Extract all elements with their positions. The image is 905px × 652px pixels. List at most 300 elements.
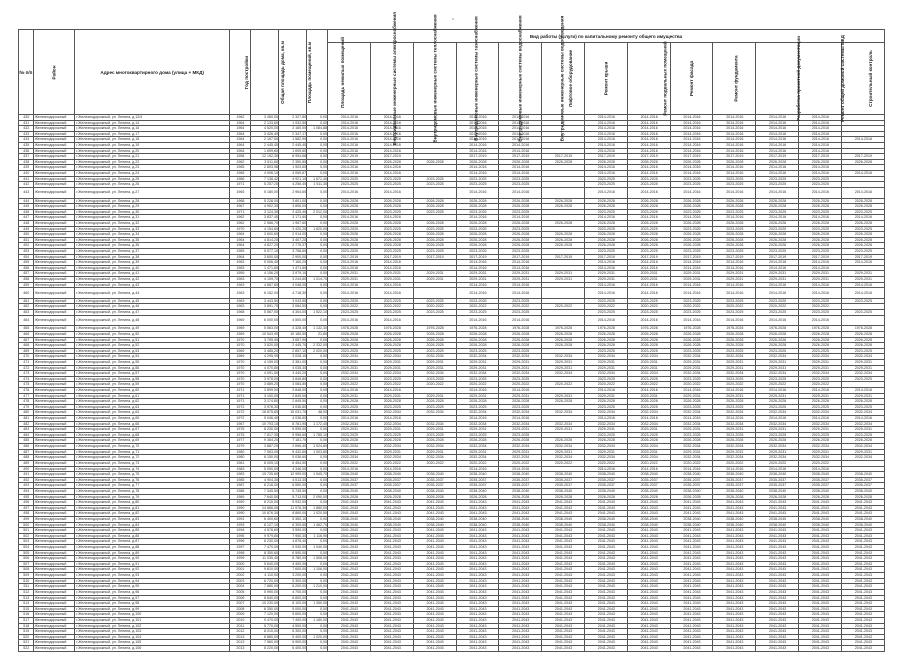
cell-work-3: 2023-2025 xyxy=(456,226,499,232)
cell-b: 2 445,40 xyxy=(279,143,307,149)
cell-work-10: 2023-2025 xyxy=(756,432,799,438)
cell-work-9: 2026-2028 xyxy=(713,204,756,210)
cell-a: 3 426,40 xyxy=(250,131,278,137)
cell-work-0: 2029-2031 xyxy=(328,427,371,433)
cell-district: Железнодорожный xyxy=(33,277,75,283)
cell-work-10: 2014-2016 xyxy=(756,131,799,137)
cell-district: Железнодорожный xyxy=(33,348,75,354)
cell-work-12: 2041-2043 xyxy=(841,646,884,652)
cell-work-3: 2041-2043 xyxy=(456,561,499,567)
cell-address: г.Железнодорожный, ул. Ленина, д.84 xyxy=(75,522,230,528)
cell-work-10: 2032-2034 xyxy=(756,354,799,360)
cell-work-5: 2035-2037 xyxy=(542,483,585,489)
cell-work-6: 2041-2043 xyxy=(584,634,627,640)
cell-work-7: 2041-2043 xyxy=(627,533,670,539)
cell-work-9: 2014-2016 xyxy=(713,120,756,126)
cell-work-9: 2023-2025 xyxy=(713,226,756,232)
cell-work-2: 2038-2040 xyxy=(413,472,456,478)
cell-a: 4 159,00 xyxy=(250,359,278,365)
cell-no: 473 xyxy=(19,371,34,377)
cell-work-8: 2026-2028 xyxy=(670,331,713,337)
cell-b: 6 200,00 xyxy=(279,584,307,590)
cell-address: г.Железнодорожный, ул. Ленина, д.14 xyxy=(75,120,230,126)
cell-c: 0,00 xyxy=(307,143,328,149)
cell-work-3: 2014-2016 xyxy=(456,120,499,126)
cell-year: 2001 xyxy=(229,567,250,573)
cell-work-0: 2014-2016 xyxy=(328,126,371,132)
cell-work-7: 2041-2043 xyxy=(627,556,670,562)
cell-work-8: 2023-2025 xyxy=(670,404,713,410)
cell-work-0: 2038-2040 xyxy=(328,517,371,523)
cell-work-9: 2032-2034 xyxy=(713,444,756,450)
cell-work-10: 2026-2028 xyxy=(756,438,799,444)
cell-work-11: 2014-2016 xyxy=(799,148,842,154)
cell-work-11: 2014-2016 xyxy=(799,143,842,149)
cell-district: Железнодорожный xyxy=(33,337,75,343)
cell-work-0: 2026-2028 xyxy=(328,337,371,343)
cell-work-9: 2017-2019 xyxy=(713,254,756,260)
cell-year: 1968 xyxy=(229,198,250,204)
cell-address: г.Железнодорожный, ул. Ленина, д.105 xyxy=(75,640,230,646)
cell-work-4: 2041-2043 xyxy=(499,601,542,607)
cell-work-5: 2026-2028 xyxy=(542,243,585,249)
header-work-8: Ремонт фасада xyxy=(670,43,713,115)
cell-year: 1981 xyxy=(229,460,250,466)
cell-work-5: 2026-2028 xyxy=(542,159,585,165)
cell-a: 14 666,00 xyxy=(250,505,278,511)
cell-district: Железнодорожный xyxy=(33,115,75,121)
cell-district: Железнодорожный xyxy=(33,460,75,466)
cell-work-0: 2023-2025 xyxy=(328,249,371,255)
cell-address: г.Железнодорожный, ул. Ленина, д.18 xyxy=(75,137,230,143)
cell-a: 3 443,50 xyxy=(250,298,278,304)
cell-no: 482 xyxy=(19,421,34,427)
cell-work-1: 2014-2016 xyxy=(370,120,413,126)
cell-work-5: 2041-2043 xyxy=(542,505,585,511)
cell-work-12: 2038-2040 xyxy=(841,472,884,478)
cell-work-1: 2041-2043 xyxy=(370,595,413,601)
cell-address: г.Железнодорожный, ул. Ленина, д.87 xyxy=(75,539,230,545)
cell-work-3: 2029-2031 xyxy=(456,271,499,277)
cell-c: 0,00 xyxy=(307,466,328,472)
cell-work-1: 2041-2043 xyxy=(370,528,413,534)
cell-work-12: 2041-2043 xyxy=(841,567,884,573)
cell-work-4: 2041-2043 xyxy=(499,545,542,551)
cell-work-11: 2023-2025 xyxy=(799,404,842,410)
cell-c: 0,00 xyxy=(307,561,328,567)
cell-work-0: 2026-2028 xyxy=(328,237,371,243)
cell-b: 2 900,00 xyxy=(279,254,307,260)
cell-work-7: 2014-2016 xyxy=(627,215,670,221)
cell-address: г.Железнодорожный, ул. Ленина, д.92 xyxy=(75,567,230,573)
cell-work-5: 2041-2043 xyxy=(542,561,585,567)
cell-work-3: 2017-2019 xyxy=(456,154,499,160)
cell-work-0: 2023-2025 xyxy=(328,310,371,316)
cell-work-4: 2014-2016 xyxy=(499,143,542,149)
cell-work-5: 2032-2034 xyxy=(542,444,585,450)
cell-work-10: 2038-2040 xyxy=(756,522,799,528)
cell-district: Железнодорожный xyxy=(33,226,75,232)
cell-work-11: 2041-2043 xyxy=(799,550,842,556)
cell-work-8: 2023-2025 xyxy=(670,209,713,215)
cell-work-0: 2029-2031 xyxy=(328,365,371,371)
cell-year: 1970 xyxy=(229,376,250,382)
cell-work-11: 2038-2040 xyxy=(799,517,842,523)
cell-a: 3 600,60 xyxy=(250,232,278,238)
cell-work-10: 2041-2043 xyxy=(756,617,799,623)
cell-work-6: 2026-2028 xyxy=(584,220,627,226)
cell-a: 3 511,60 xyxy=(250,159,278,165)
cell-work-9: 2041-2043 xyxy=(713,589,756,595)
cell-c: 1 040,00 xyxy=(307,545,328,551)
cell-no: 499 xyxy=(19,517,34,523)
cell-work-12: 2026-2028 xyxy=(841,220,884,226)
cell-work-0: 2014-2016 xyxy=(328,282,371,288)
cell-work-5: 2041-2043 xyxy=(542,567,585,573)
cell-work-11: 2014-2016 xyxy=(799,120,842,126)
cell-year: 2000 xyxy=(229,561,250,567)
cell-no: 450 xyxy=(19,232,34,238)
cell-c: 0,00 xyxy=(307,376,328,382)
cell-work-4: 2026-2028 xyxy=(499,237,542,243)
cell-work-3: 2014-2016 xyxy=(456,148,499,154)
cell-no: 448 xyxy=(19,220,34,226)
cell-b: 2 696,40 xyxy=(279,444,307,450)
cell-work-12: 2023-2025 xyxy=(841,209,884,215)
cell-c: 0,00 xyxy=(307,382,328,388)
cell-district: Железнодорожный xyxy=(33,550,75,556)
cell-year: 1971 xyxy=(229,393,250,399)
cell-work-7: 2026-2028 xyxy=(627,198,670,204)
cell-work-10: 2029-2031 xyxy=(756,277,799,283)
cell-work-7: 2032-2034 xyxy=(627,354,670,360)
cell-work-6: 2041-2043 xyxy=(584,617,627,623)
cell-work-4: 2023-2025 xyxy=(499,176,542,182)
cell-work-9: 2014-2016 xyxy=(713,165,756,171)
cell-a: 6 720,00 xyxy=(250,578,278,584)
cell-address: г.Железнодорожный, ул. Ленина, д.28 xyxy=(75,198,230,204)
cell-work-0: 2026-2028 xyxy=(328,331,371,337)
cell-b: 2 770,37 xyxy=(279,243,307,249)
cell-year: 1964 xyxy=(229,243,250,249)
cell-work-8: 2041-2043 xyxy=(670,505,713,511)
cell-work-0: 2026-2028 xyxy=(328,198,371,204)
cell-work-4: 2038-2040 xyxy=(499,472,542,478)
cell-work-8: 2023-2025 xyxy=(670,376,713,382)
cell-work-1: 2041-2043 xyxy=(370,606,413,612)
cell-c: 1 785,10 xyxy=(307,432,328,438)
cell-b: 3 381,00 xyxy=(279,359,307,365)
cell-work-2: 2035-2037 xyxy=(413,477,456,483)
cell-work-4: 2023-2025 xyxy=(499,310,542,316)
cell-district: Железнодорожный xyxy=(33,243,75,249)
cell-work-11: 2041-2043 xyxy=(799,634,842,640)
cell-work-4: 2032-2034 xyxy=(499,444,542,450)
cell-b: 3 846,80 xyxy=(279,376,307,382)
cell-work-2: 2041-2043 xyxy=(413,511,456,517)
cell-a: 5 228,00 xyxy=(250,198,278,204)
cell-district: Железнодорожный xyxy=(33,561,75,567)
cell-work-4: 2041-2043 xyxy=(499,578,542,584)
cell-work-7: 2014-2016 xyxy=(627,282,670,288)
cell-work-7: 2041-2043 xyxy=(627,578,670,584)
cell-c: 1 671,40 xyxy=(307,176,328,182)
cell-work-9: 2041-2043 xyxy=(713,533,756,539)
cell-a: 3 889,20 xyxy=(250,382,278,388)
cell-work-1: 2023-2025 xyxy=(370,432,413,438)
cell-address: г.Железнодорожный, ул. Ленина, д.54 xyxy=(75,354,230,360)
cell-work-6: 2020-2022 xyxy=(584,304,627,310)
cell-work-8: 2023-2025 xyxy=(670,176,713,182)
cell-a: 7 817,30 xyxy=(250,432,278,438)
cell-address: г.Железнодорожный, ул. Ленина, д.44 xyxy=(75,288,230,299)
cell-work-10: 2032-2034 xyxy=(756,410,799,416)
cell-c: 0,00 xyxy=(307,477,328,483)
cell-work-3: 2041-2043 xyxy=(456,573,499,579)
cell-district: Железнодорожный xyxy=(33,260,75,266)
cell-work-2: 2023-2025 xyxy=(413,432,456,438)
cell-work-9: 2041-2043 xyxy=(713,545,756,551)
cell-b: 6 400,00 xyxy=(279,646,307,652)
cell-district: Железнодорожный xyxy=(33,617,75,623)
cell-work-6: 2041-2043 xyxy=(584,629,627,635)
cell-work-3: 2041-2043 xyxy=(456,601,499,607)
cell-work-0: 2014-2016 xyxy=(328,315,371,326)
cell-work-1: 2023-2025 xyxy=(370,298,413,304)
cell-district: Железнодорожный xyxy=(33,483,75,489)
cell-work-7: 2020-2022 xyxy=(627,460,670,466)
cell-work-4: 2014-2016 xyxy=(499,148,542,154)
cell-year: 1965 xyxy=(229,171,250,177)
cell-work-4: 2026-2028 xyxy=(499,159,542,165)
cell-work-9: 2041-2043 xyxy=(713,617,756,623)
cell-b: 2 849,00 xyxy=(279,393,307,399)
cell-c: 0,00 xyxy=(307,265,328,271)
cell-work-12: 2041-2043 xyxy=(841,634,884,640)
cell-work-8: 2041-2043 xyxy=(670,567,713,573)
cell-a: 11 030,40 xyxy=(250,556,278,562)
cell-work-1: 1976-2028 xyxy=(370,326,413,332)
cell-work-3: 2014-2016 xyxy=(456,288,499,299)
cell-district: Железнодорожный xyxy=(33,466,75,472)
cell-b: 2 327,80 xyxy=(279,115,307,121)
cell-c: 0,00 xyxy=(307,606,328,612)
cell-work-3: 2035-2037 xyxy=(456,477,499,483)
cell-work-6: 2023-2025 xyxy=(584,376,627,382)
cell-a: 8 220,00 xyxy=(250,646,278,652)
cell-work-2: 2041-2043 xyxy=(413,646,456,652)
cell-work-9: 2038-2040 xyxy=(713,488,756,494)
cell-work-2: 2041-2043 xyxy=(413,561,456,567)
cell-work-11: 2041-2043 xyxy=(799,601,842,607)
cell-no: 501 xyxy=(19,528,34,534)
cell-work-12: 2035-2037 xyxy=(841,477,884,483)
cell-work-3: 2026-2028 xyxy=(456,220,499,226)
cell-work-10: 2023-2025 xyxy=(756,298,799,304)
cell-work-4: 2026-2028 xyxy=(499,494,542,500)
cell-work-6: 2029-2031 xyxy=(584,277,627,283)
cell-work-2: 2032-2034 xyxy=(413,455,456,461)
cell-c: 0,00 xyxy=(307,371,328,377)
cell-no: 480 xyxy=(19,410,34,416)
cell-work-12: 2014-2016 xyxy=(841,260,884,266)
cell-a: 6 152,00 xyxy=(250,288,278,299)
cell-year: 2006 xyxy=(229,595,250,601)
cell-work-1: 2014-2016 xyxy=(370,215,413,221)
cell-work-4: 2026-2028 xyxy=(499,243,542,249)
cell-c: 2 332,00 xyxy=(307,343,328,349)
cell-district: Железнодорожный xyxy=(33,120,75,126)
cell-district: Железнодорожный xyxy=(33,265,75,271)
cell-work-10: 2035-2037 xyxy=(756,483,799,489)
cell-a: 12 152,30 xyxy=(250,154,278,160)
cell-a: 3 100,00 xyxy=(250,393,278,399)
cell-work-9: 2023-2025 xyxy=(713,176,756,182)
cell-work-5: 1976-2028 xyxy=(542,326,585,332)
cell-b: 8 100,00 xyxy=(279,601,307,607)
cell-no: 451 xyxy=(19,237,34,243)
cell-address: г.Железнодорожный, ул. Ленина, д.72 xyxy=(75,455,230,461)
cell-work-6: 2014-2016 xyxy=(584,416,627,422)
cell-work-4: 2041-2043 xyxy=(499,634,542,640)
cell-no: 435 xyxy=(19,143,34,149)
cell-work-7: 2026-2028 xyxy=(627,337,670,343)
cell-work-11: 2026-2028 xyxy=(799,204,842,210)
cell-work-2: 2032-2034 xyxy=(413,444,456,450)
cell-work-11: 2029-2031 xyxy=(799,427,842,433)
cell-b: 2 350,80 xyxy=(279,159,307,165)
cell-work-2: 2026-2028 xyxy=(413,337,456,343)
cell-work-10: 2026-2028 xyxy=(756,204,799,210)
cell-a: 9 470,00 xyxy=(250,617,278,623)
cell-work-5: 2026-2028 xyxy=(542,220,585,226)
cell-work-3: 2041-2043 xyxy=(456,539,499,545)
cell-work-4: 2014-2016 xyxy=(499,171,542,177)
cell-year: 1985 xyxy=(229,477,250,483)
cell-work-8: 2020-2022 xyxy=(670,460,713,466)
cell-work-7: 2032-2034 xyxy=(627,455,670,461)
cell-work-5: 2026-2028 xyxy=(542,331,585,337)
cell-a: 3 887,20 xyxy=(250,444,278,450)
cell-c: 1 462,70 xyxy=(307,522,328,528)
cell-work-12: 2017-2019 xyxy=(841,154,884,160)
cell-year: 1977 xyxy=(229,438,250,444)
cell-work-1: 2014-2016 xyxy=(370,466,413,472)
cell-work-9: 2026-2028 xyxy=(713,232,756,238)
cell-c: 0,00 xyxy=(307,517,328,523)
cell-c: 0,00 xyxy=(307,393,328,399)
cell-work-7: 2041-2043 xyxy=(627,545,670,551)
cell-work-1: 2026-2028 xyxy=(370,337,413,343)
cell-work-4: 2029-2031 xyxy=(499,359,542,365)
cell-work-10: 2032-2034 xyxy=(756,421,799,427)
cell-no: 493 xyxy=(19,483,34,489)
cell-work-12: 2041-2043 xyxy=(841,533,884,539)
cell-work-5: 2041-2043 xyxy=(542,511,585,517)
cell-year: 1964 xyxy=(229,131,250,137)
cell-work-8: 2014-2016 xyxy=(670,143,713,149)
cell-work-8: 2035-2037 xyxy=(670,483,713,489)
cell-b: 7 160,20 xyxy=(279,260,307,266)
cell-work-5: 2029-2031 xyxy=(542,277,585,283)
cell-work-4: 2026-2028 xyxy=(499,232,542,238)
cell-address: г.Железнодорожный, ул. Ленина, д.24 xyxy=(75,171,230,177)
cell-work-1: 2041-2043 xyxy=(370,500,413,506)
cell-address: г.Железнодорожный, ул. Ленина, д.78 xyxy=(75,488,230,494)
cell-work-0: 2026-2028 xyxy=(328,343,371,349)
cell-b: 5 000,00 xyxy=(279,606,307,612)
cell-no: 498 xyxy=(19,511,34,517)
cell-work-11: 2026-2028 xyxy=(799,337,842,343)
cell-work-3: 2041-2043 xyxy=(456,578,499,584)
cell-work-4: 2023-2025 xyxy=(499,226,542,232)
cell-work-8: 2041-2043 xyxy=(670,573,713,579)
cell-work-10: 2032-2034 xyxy=(756,371,799,377)
cell-work-6: 2023-2025 xyxy=(584,298,627,304)
cell-work-10: 2023-2025 xyxy=(756,176,799,182)
cell-work-2: 2026-2028 xyxy=(413,220,456,226)
cell-work-4: 2029-2031 xyxy=(499,427,542,433)
cell-work-10: 2026-2028 xyxy=(756,232,799,238)
cell-c: 0,00 xyxy=(307,623,328,629)
cell-work-8: 2041-2043 xyxy=(670,545,713,551)
cell-no: 461 xyxy=(19,298,34,304)
cell-work-9: 2038-2040 xyxy=(713,472,756,478)
cell-work-6: 2041-2043 xyxy=(584,500,627,506)
cell-work-11: 2029-2031 xyxy=(799,365,842,371)
cell-work-1: 2014-2016 xyxy=(370,171,413,177)
cell-district: Железнодорожный xyxy=(33,165,75,171)
cell-work-2: 2023-2025 xyxy=(413,376,456,382)
cell-work-12: 2041-2043 xyxy=(841,561,884,567)
cell-b: 3 084,80 xyxy=(279,382,307,388)
cell-year: 1987 xyxy=(229,483,250,489)
cell-work-7: 2041-2043 xyxy=(627,500,670,506)
cell-work-6: 2041-2043 xyxy=(584,561,627,567)
cell-year: 1963 xyxy=(229,277,250,283)
cell-work-11: 2038-2040 xyxy=(799,488,842,494)
cell-address: г.Железнодорожный, ул. Ленина, д.29 xyxy=(75,204,230,210)
cell-a: 5 640,00 xyxy=(250,561,278,567)
cell-year: 1964 xyxy=(229,254,250,260)
cell-work-5: 2032-2034 xyxy=(542,455,585,461)
cell-a: 4 110,00 xyxy=(250,573,278,579)
cell-work-6: 2023-2025 xyxy=(584,209,627,215)
cell-work-8: 2014-2016 xyxy=(670,315,713,326)
cell-work-6: 2014-2016 xyxy=(584,387,627,393)
header-no: № п/п xyxy=(19,30,34,115)
cell-work-0: 2041-2043 xyxy=(328,623,371,629)
cell-work-6: 2041-2043 xyxy=(584,528,627,534)
cell-work-3: 1976-2028 xyxy=(456,326,499,332)
cell-work-3: 2041-2043 xyxy=(456,617,499,623)
cell-a: 10 543,90 xyxy=(250,331,278,337)
cell-work-12: 2041-2043 xyxy=(841,640,884,646)
cell-a: 4 904,30 xyxy=(250,477,278,483)
cell-address: г.Железнодорожный, ул. Ленина, д.68 xyxy=(75,432,230,438)
cell-work-2: 2041-2043 xyxy=(413,589,456,595)
cell-work-1: 2041-2043 xyxy=(370,545,413,551)
cell-c: 0,00 xyxy=(307,154,328,160)
cell-a: 5 090,00 xyxy=(250,466,278,472)
cell-b: 2 347,17 xyxy=(279,131,307,137)
header-work-4: Внутридомовые инженерные системы водоотведения xyxy=(499,43,542,115)
cell-work-1: 2038-2040 xyxy=(370,488,413,494)
cell-work-0: 1976-2028 xyxy=(328,326,371,332)
cell-work-7: 2029-2031 xyxy=(627,359,670,365)
cell-no: 447 xyxy=(19,215,34,221)
cell-work-12: 2014-2016 xyxy=(841,387,884,393)
